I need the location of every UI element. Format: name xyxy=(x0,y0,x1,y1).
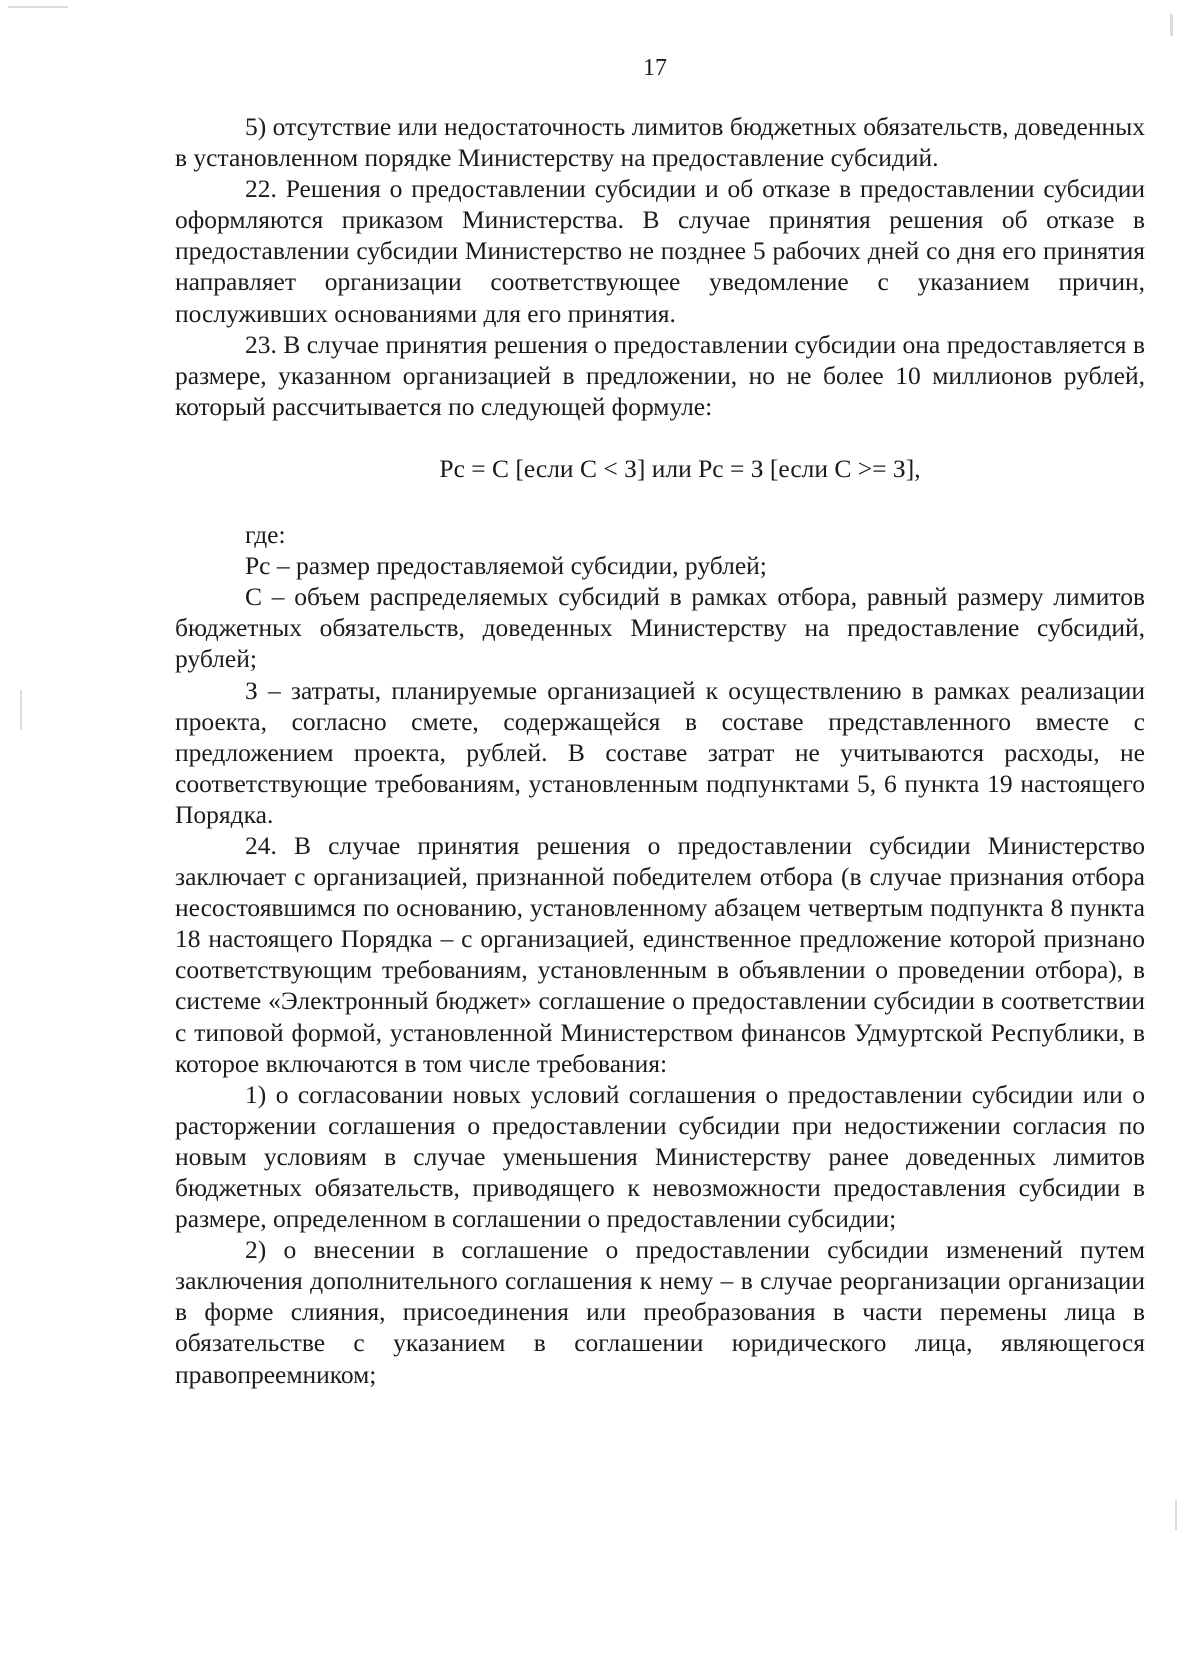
page-number: 17 xyxy=(643,55,667,81)
requirement-item-1: 1) о согласовании новых условий соглашения о предоставлении субсидии или о расторжении соглашения о предоставлении субсидии при недостижении согласия по новым условиям в случае уменьшения Министерству ранее доведенных лимитов бюджетных обязательств, приводящего к невозможности предоставления субсидии в размере, определенном в соглашении о предоставлении субсидии; xyxy=(175,1079,1145,1234)
formula-block xyxy=(175,453,1145,484)
definition-z: З – затраты, планируемые организацией к осуществлению в рамках реализации проекта, согласно смете, содержащейся в составе представленного вместе с предложением проекта, рублей. В составе затрат не учитываются расходы, не соответствующие требованиям, установленным подпунктами 5, 6 пункта 19 настоящего Порядка. xyxy=(175,675,1145,829)
where-label: где: xyxy=(245,520,286,550)
paragraph-item-5: 5) отсутствие или недостаточность лимитов бюджетных обязательств, доведенных в установленном порядке Министерству на предоставление субсидий. xyxy=(175,112,1145,173)
document-body xyxy=(175,111,1145,1390)
scan-artifact xyxy=(1170,14,1173,36)
scan-artifact xyxy=(20,690,22,730)
scan-artifact xyxy=(8,6,68,8)
scan-artifact xyxy=(1175,1500,1177,1530)
requirement-item-2: 2) о внесении в соглашение о предоставлении субсидии изменений путем заключения дополнительного соглашения к нему – в случае реорганизации организации в форме слияния, присоединения или преобразования в части перемены лица в обязательстве с указанием в соглашении юридического лица, являющегося правопреемником; xyxy=(175,1235,1145,1389)
definition-c: С – объем распределяемых субсидий в рамках отбора, равный размеру лимитов бюджетных обязательств, доведенных Министерству на предоставление субсидий, рублей; xyxy=(175,582,1145,674)
paragraph-22: 22. Решения о предоставлении субсидии и об отказе в предоставлении субсидии оформляются приказом Министерства. В случае принятия решения об отказе в предоставлении субсидии Министерство не позднее 5 рабочих дней со дня его принятия направляет организации соответствующее уведомление с указанием причин, послуживших основаниями для его принятия. xyxy=(175,174,1145,328)
paragraph-23: 23. В случае принятия решения о предоставлении субсидии она предоставляется в размере, указанном организацией в предложении, но не более 10 миллионов рублей, который рассчитывается по следующей формуле: xyxy=(175,329,1145,421)
paragraph-24: 24. В случае принятия решения о предоставлении субсидии Министерство заключает с организацией, признанной победителем отбора (в случае признания отбора несостоявшимся по основанию, установленному абзацем четвертым подпункта 8 пункта 18 настоящего Порядка – с организацией, единственное предложение которой признано соответствующим требованиям, установленным в объявлении о проведении отбора), в системе «Электронный бюджет» соглашение о предоставлении субсидии в соответствии с типовой формой, установленной Министерством финансов Удмуртской Республики, в которое включаются в том числе требования: xyxy=(175,830,1145,1078)
formula: Рс = С [если С < З] или Рс = З [если С >= З], xyxy=(439,453,921,483)
definition-pc: Рс – размер предоставляемой субсидии, рублей; xyxy=(245,551,767,581)
